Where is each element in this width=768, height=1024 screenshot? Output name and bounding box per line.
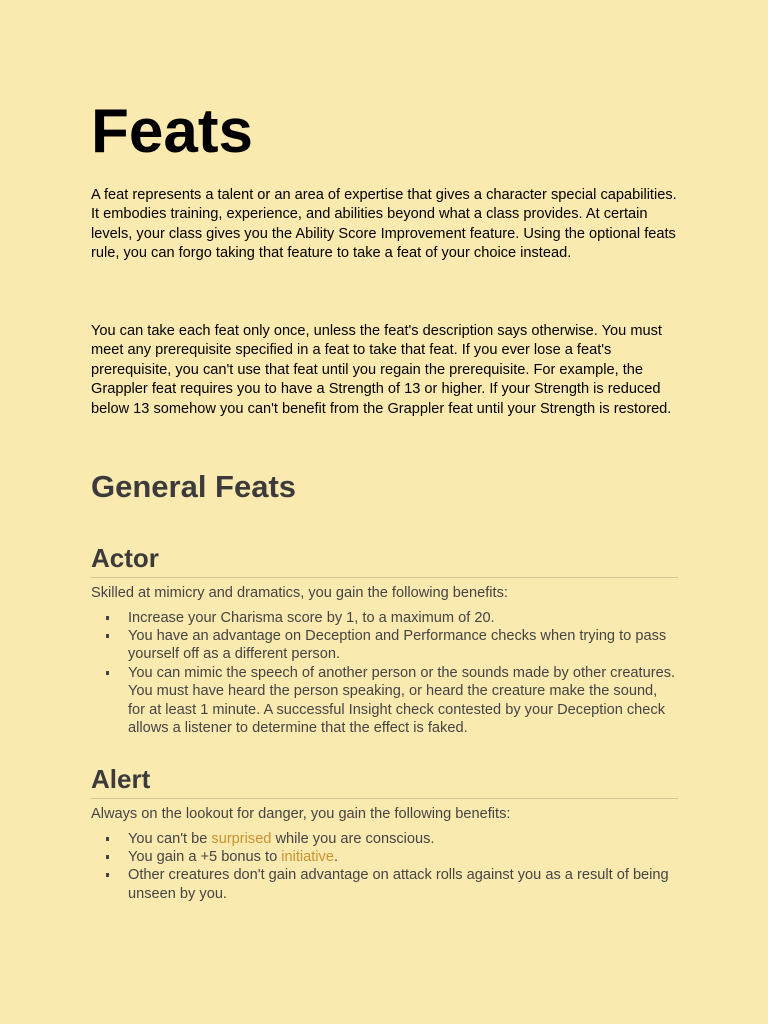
feat-heading: Actor: [91, 539, 678, 578]
benefit-item: [128, 627, 678, 664]
benefit-item: [128, 609, 678, 627]
intro-paragraph: A feat represents a talent or an area of expertise that gives a character special capabilities. It embodies training, experience, and abilities beyond what a class provides. At certain levels, your class gives you the Ability Score Improvement feature. Using the optional feats rule, you can forgo taking that feature to take a feat of your choice instead.: [91, 187, 677, 262]
benefit-item: [128, 866, 678, 903]
benefit-text: Increase your Charisma score by 1, to a maximum of 20.: [128, 609, 495, 626]
benefit-item: [128, 664, 678, 738]
page-title: Feats: [91, 97, 253, 166]
feat-description: Skilled at mimicry and dramatics, you gain the following benefits:: [91, 585, 508, 601]
benefit-text-after: while you are conscious.: [271, 830, 435, 847]
bullet-icon: [106, 837, 109, 841]
feat-alert: [91, 760, 678, 903]
benefit-text-before: You can't be: [128, 830, 212, 847]
bullet-icon: [106, 855, 109, 859]
bullet-icon: [106, 634, 109, 638]
intro-paragraph: You can take each feat only once, unless the feat's description says otherwise. You must meet any prerequisite specified in a feat to take that feat. If you ever lose a feat's prerequisite, you can't use that feat until you regain the prerequisite. For example, the Grappler feat requires you to have a Strength of 13 or higher. If your Strength is reduced below 13 somehow you can't benefit from the Grappler feat until your Strength is restored.: [91, 323, 672, 417]
initiative-link[interactable]: initiative: [281, 849, 334, 865]
benefit-list: [91, 830, 678, 904]
bullet-icon: [106, 671, 109, 675]
benefit-text-before: You gain a +5 bonus to: [128, 849, 282, 865]
bullet-icon: [106, 873, 109, 877]
bullet-icon: [106, 616, 109, 620]
feat-description: Always on the lookout for danger, you gain the following benefits:: [91, 806, 511, 822]
section-title: General Feats: [91, 469, 297, 504]
surprised-link[interactable]: surprised: [211, 830, 272, 847]
feat-actor: [91, 539, 678, 737]
benefit-text: You have an advantage on Deception and Performance checks when trying to pass yourself off as a different person.: [128, 628, 667, 663]
feat-heading: Alert: [91, 760, 678, 799]
benefit-text-after: .: [333, 849, 339, 865]
benefit-list: [91, 609, 678, 738]
benefit-text: Other creatures don't gain advantage on attack rolls against you as a result of being unseen by you.: [128, 867, 669, 902]
benefit-item: [128, 848, 678, 866]
benefit-item: [128, 830, 678, 848]
benefit-text: You can mimic the speech of another person or the sounds made by other creatures. You must have heard the person speaking, or heard the creature make the sound, for at least 1 minute. A successful Insight check contested by your Deception check allows a listener to determine that the effect is faked.: [128, 664, 676, 737]
